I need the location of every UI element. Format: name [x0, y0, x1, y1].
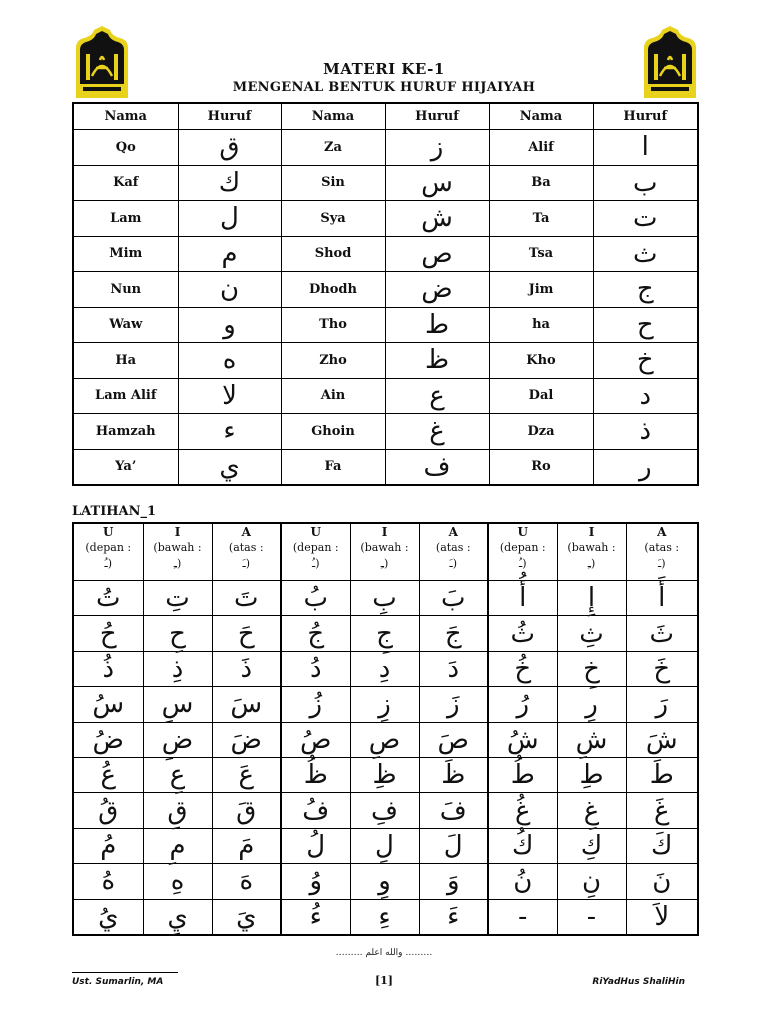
syllable-cell: يِ: [143, 899, 212, 935]
letter-glyph-cell: ز: [385, 130, 489, 166]
letter-name-cell: Tsa: [489, 236, 593, 272]
letter-name-cell: Sin: [281, 165, 385, 201]
letter-glyph-cell: غ: [385, 414, 489, 450]
exercise-title: LATIHAN_1: [72, 504, 157, 519]
syllable-cell: سَ: [212, 687, 281, 722]
table-row: [73, 581, 698, 616]
syllable-cell: جَ: [419, 616, 488, 651]
syllable-cell: صُ: [281, 722, 350, 757]
vowel-mark-label: ـِ): [587, 557, 596, 570]
vowel-mark-label: ـُ): [104, 557, 113, 570]
vowel-position-label: (bawah :: [153, 541, 202, 554]
vowel-header: [350, 523, 419, 581]
syllable-cell: ظُ: [281, 757, 350, 792]
vowel-label: A: [241, 525, 251, 539]
vowel-position-label: (depan :: [292, 541, 339, 554]
syllable-cell: ضِ: [143, 722, 212, 757]
syllable-cell: هِ: [143, 864, 212, 899]
syllable-cell: فَ: [419, 793, 488, 828]
syllable-cell: لَ: [419, 828, 488, 863]
column-header: Nama: [73, 103, 178, 130]
table-row: [73, 307, 698, 343]
syllable-cell: هُ: [73, 864, 143, 899]
letter-name-cell: Ba: [489, 165, 593, 201]
syllable-cell: دِ: [350, 651, 419, 686]
page-subtitle: MENGENAL BENTUK HURUF HIJAIYAH: [232, 80, 536, 95]
letter-glyph-cell: ي: [178, 449, 281, 485]
syllable-cell: سُ: [73, 687, 143, 722]
letter-glyph-cell: ب: [593, 165, 698, 201]
letter-name-cell: Hamzah: [73, 414, 178, 450]
letter-glyph-cell: ع: [385, 378, 489, 414]
letter-glyph-cell: ا: [593, 130, 698, 166]
letter-glyph-cell: ه: [178, 343, 281, 379]
table-row: [73, 449, 698, 485]
letter-glyph-cell: لا: [178, 378, 281, 414]
syllable-cell: دَ: [419, 651, 488, 686]
letter-glyph-cell: ف: [385, 449, 489, 485]
letter-name-cell: Mim: [73, 236, 178, 272]
letter-name-cell: Zho: [281, 343, 385, 379]
syllable-cell: ثُ: [488, 616, 557, 651]
syllable-cell: حَ: [212, 616, 281, 651]
letter-name-cell: Dhodh: [281, 272, 385, 308]
syllable-cell: حُ: [73, 616, 143, 651]
syllable-cell: مِ: [143, 828, 212, 863]
syllable-cell: هَ: [212, 864, 281, 899]
letter-name-cell: Ro: [489, 449, 593, 485]
syllable-cell: زُ: [281, 687, 350, 722]
syllable-cell: كُ: [488, 828, 557, 863]
vowel-mark-label: ـِ): [173, 557, 182, 570]
letter-glyph-cell: ظ: [385, 343, 489, 379]
syllable-cell: زَ: [419, 687, 488, 722]
table-row: [73, 165, 698, 201]
table-row: [73, 793, 698, 828]
vowel-mark-label: ـِ): [380, 557, 389, 570]
syllable-cell: فِ: [350, 793, 419, 828]
vowel-header: [419, 523, 488, 581]
letter-name-cell: Jim: [489, 272, 593, 308]
syllable-cell: خُ: [488, 651, 557, 686]
vowel-position-label: (bawah :: [567, 541, 616, 554]
syllable-cell: مُ: [73, 828, 143, 863]
vowel-position-label: (atas :: [644, 541, 680, 554]
syllable-cell: ءُ: [281, 899, 350, 935]
footer-author: Ust. Sumarlin, MA: [72, 977, 164, 987]
footer-divider: [72, 972, 178, 973]
column-header: Huruf: [593, 103, 698, 130]
letter-name-cell: Tho: [281, 307, 385, 343]
footer-brand: RiYadHus ShaliHin: [592, 977, 685, 987]
column-header: Nama: [281, 103, 385, 130]
vowel-header: [143, 523, 212, 581]
table-row: [73, 414, 698, 450]
syllable-cell: صَ: [419, 722, 488, 757]
syllable-cell: قِ: [143, 793, 212, 828]
vowel-mark-label: ـَ): [242, 557, 251, 570]
syllable-cell: لُ: [281, 828, 350, 863]
letter-glyph-cell: ن: [178, 272, 281, 308]
letter-glyph-cell: ك: [178, 165, 281, 201]
vowel-position-label: (bawah :: [360, 541, 409, 554]
vowel-label: U: [310, 525, 321, 539]
syllable-cell: وِ: [350, 864, 419, 899]
vowel-position-label: (atas :: [228, 541, 264, 554]
letter-glyph-cell: د: [593, 378, 698, 414]
syllable-cell: بُ: [281, 581, 350, 616]
letter-name-cell: Ya’: [73, 449, 178, 485]
letter-name-cell: Lam Alif: [73, 378, 178, 414]
syllable-cell: جِ: [350, 616, 419, 651]
syllable-cell: تُ: [73, 581, 143, 616]
letter-name-cell: Ghoin: [281, 414, 385, 450]
vowel-header: [73, 523, 143, 581]
syllable-cell: وُ: [281, 864, 350, 899]
column-header: Huruf: [385, 103, 489, 130]
syllable-cell: خِ: [557, 651, 626, 686]
letter-glyph-cell: ث: [593, 236, 698, 272]
syllable-cell: ظِ: [350, 757, 419, 792]
table-row: [73, 651, 698, 686]
syllable-cell: غُ: [488, 793, 557, 828]
syllable-cell: نُ: [488, 864, 557, 899]
letter-name-cell: Kaf: [73, 165, 178, 201]
table-row: [73, 687, 698, 722]
letter-name-cell: Kho: [489, 343, 593, 379]
vowel-mark-label: ـَ): [449, 557, 458, 570]
table-row: [73, 343, 698, 379]
syllable-cell: ظَ: [419, 757, 488, 792]
letter-name-cell: Sya: [281, 201, 385, 237]
letter-glyph-cell: ذ: [593, 414, 698, 450]
syllable-cell: قَ: [212, 793, 281, 828]
letter-name-cell: Dza: [489, 414, 593, 450]
syllable-cell: أُ: [488, 581, 557, 616]
syllable-cell: فُ: [281, 793, 350, 828]
syllable-cell: ضُ: [73, 722, 143, 757]
letter-glyph-cell: ض: [385, 272, 489, 308]
syllable-cell: ذِ: [143, 651, 212, 686]
letter-name-cell: Dal: [489, 378, 593, 414]
vowel-label: I: [588, 525, 595, 539]
hijaiyah-letters-table: [72, 102, 699, 486]
syllable-cell: دُ: [281, 651, 350, 686]
vowel-label: A: [448, 525, 458, 539]
letter-glyph-cell: و: [178, 307, 281, 343]
syllable-cell: عَ: [212, 757, 281, 792]
syllable-cell: إِ: [557, 581, 626, 616]
syllable-cell: ثِ: [557, 616, 626, 651]
table-row: [73, 378, 698, 414]
letter-glyph-cell: ص: [385, 236, 489, 272]
syllable-cell: لاَ: [626, 899, 698, 935]
page-title: MATERI KE-1: [323, 60, 445, 78]
syllable-cell: جُ: [281, 616, 350, 651]
syllable-cell: ذَ: [212, 651, 281, 686]
syllable-cell: زِ: [350, 687, 419, 722]
syllable-cell: رُ: [488, 687, 557, 722]
syllable-cell: أَ: [626, 581, 698, 616]
letter-name-cell: ha: [489, 307, 593, 343]
letter-name-cell: Za: [281, 130, 385, 166]
vowel-label: I: [174, 525, 181, 539]
vowel-mark-label: ـُ): [518, 557, 527, 570]
table-row: [73, 130, 698, 166]
letter-name-cell: Lam: [73, 201, 178, 237]
syllable-cell: يُ: [73, 899, 143, 935]
letter-name-cell: Ain: [281, 378, 385, 414]
letter-name-cell: Ta: [489, 201, 593, 237]
table-row: [73, 828, 698, 863]
letter-glyph-cell: ج: [593, 272, 698, 308]
vowel-mark-label: ـَ): [657, 557, 666, 570]
letter-name-cell: Waw: [73, 307, 178, 343]
syllable-cell: كَ: [626, 828, 698, 863]
syllable-cell: عُ: [73, 757, 143, 792]
letter-glyph-cell: ق: [178, 130, 281, 166]
syllable-cell: رَ: [626, 687, 698, 722]
syllable-cell: شُ: [488, 722, 557, 757]
table-row: [73, 201, 698, 237]
letter-glyph-cell: م: [178, 236, 281, 272]
syllable-cell: ءَ: [419, 899, 488, 935]
syllable-cell: طَ: [626, 757, 698, 792]
table-row: [73, 616, 698, 651]
letter-glyph-cell: س: [385, 165, 489, 201]
syllable-cell: طُ: [488, 757, 557, 792]
vowel-header: [212, 523, 281, 581]
syllable-cell: ضَ: [212, 722, 281, 757]
syllable-cell: شَ: [626, 722, 698, 757]
syllable-cell: سِ: [143, 687, 212, 722]
syllable-cell: صِ: [350, 722, 419, 757]
vowel-position-label: (atas :: [435, 541, 471, 554]
syllable-cell: قُ: [73, 793, 143, 828]
letter-glyph-cell: ت: [593, 201, 698, 237]
page-number: [1]: [374, 974, 394, 987]
vowel-label: I: [381, 525, 388, 539]
syllable-cell: طِ: [557, 757, 626, 792]
syllable-cell: مَ: [212, 828, 281, 863]
table-row: [73, 272, 698, 308]
syllable-cell: تَ: [212, 581, 281, 616]
syllable-cell: ءِ: [350, 899, 419, 935]
letter-glyph-cell: ل: [178, 201, 281, 237]
vowel-header: [557, 523, 626, 581]
vowel-mark-label: ـُ): [311, 557, 320, 570]
column-header: Nama: [489, 103, 593, 130]
letter-name-cell: Fa: [281, 449, 385, 485]
footer-ornament: ……… والله اعلم ………: [335, 948, 433, 958]
table-row: [73, 757, 698, 792]
syllable-cell: ثَ: [626, 616, 698, 651]
vowel-label: U: [103, 525, 114, 539]
table-row: [73, 864, 698, 899]
syllable-cell: -: [488, 899, 557, 935]
exercise-table: [72, 522, 699, 936]
syllable-cell: حِ: [143, 616, 212, 651]
letter-name-cell: Alif: [489, 130, 593, 166]
syllable-cell: بَ: [419, 581, 488, 616]
letter-glyph-cell: ش: [385, 201, 489, 237]
syllable-cell: بِ: [350, 581, 419, 616]
syllable-cell: كِ: [557, 828, 626, 863]
syllable-cell: نَ: [626, 864, 698, 899]
letter-glyph-cell: خ: [593, 343, 698, 379]
syllable-cell: تِ: [143, 581, 212, 616]
syllable-cell: شِ: [557, 722, 626, 757]
syllable-cell: يَ: [212, 899, 281, 935]
letter-glyph-cell: ط: [385, 307, 489, 343]
letter-name-cell: Qo: [73, 130, 178, 166]
vowel-position-label: (depan :: [85, 541, 132, 554]
syllable-cell: عِ: [143, 757, 212, 792]
letter-glyph-cell: ر: [593, 449, 698, 485]
letter-name-cell: Shod: [281, 236, 385, 272]
column-header: Huruf: [178, 103, 281, 130]
letter-glyph-cell: ء: [178, 414, 281, 450]
vowel-label: U: [517, 525, 528, 539]
letter-name-cell: Nun: [73, 272, 178, 308]
vowel-header: [626, 523, 698, 581]
syllable-cell: -: [557, 899, 626, 935]
syllable-cell: رِ: [557, 687, 626, 722]
letter-glyph-cell: ح: [593, 307, 698, 343]
vowel-position-label: (depan :: [499, 541, 546, 554]
syllable-cell: وَ: [419, 864, 488, 899]
table-row: [73, 236, 698, 272]
vowel-header: [488, 523, 557, 581]
syllable-cell: خَ: [626, 651, 698, 686]
vowel-header: [281, 523, 350, 581]
table-row: [73, 722, 698, 757]
syllable-cell: غِ: [557, 793, 626, 828]
syllable-cell: غَ: [626, 793, 698, 828]
syllable-cell: نِ: [557, 864, 626, 899]
syllable-cell: ذُ: [73, 651, 143, 686]
syllable-cell: لِ: [350, 828, 419, 863]
table-row: [73, 899, 698, 935]
letter-name-cell: Ha: [73, 343, 178, 379]
vowel-label: A: [657, 525, 667, 539]
